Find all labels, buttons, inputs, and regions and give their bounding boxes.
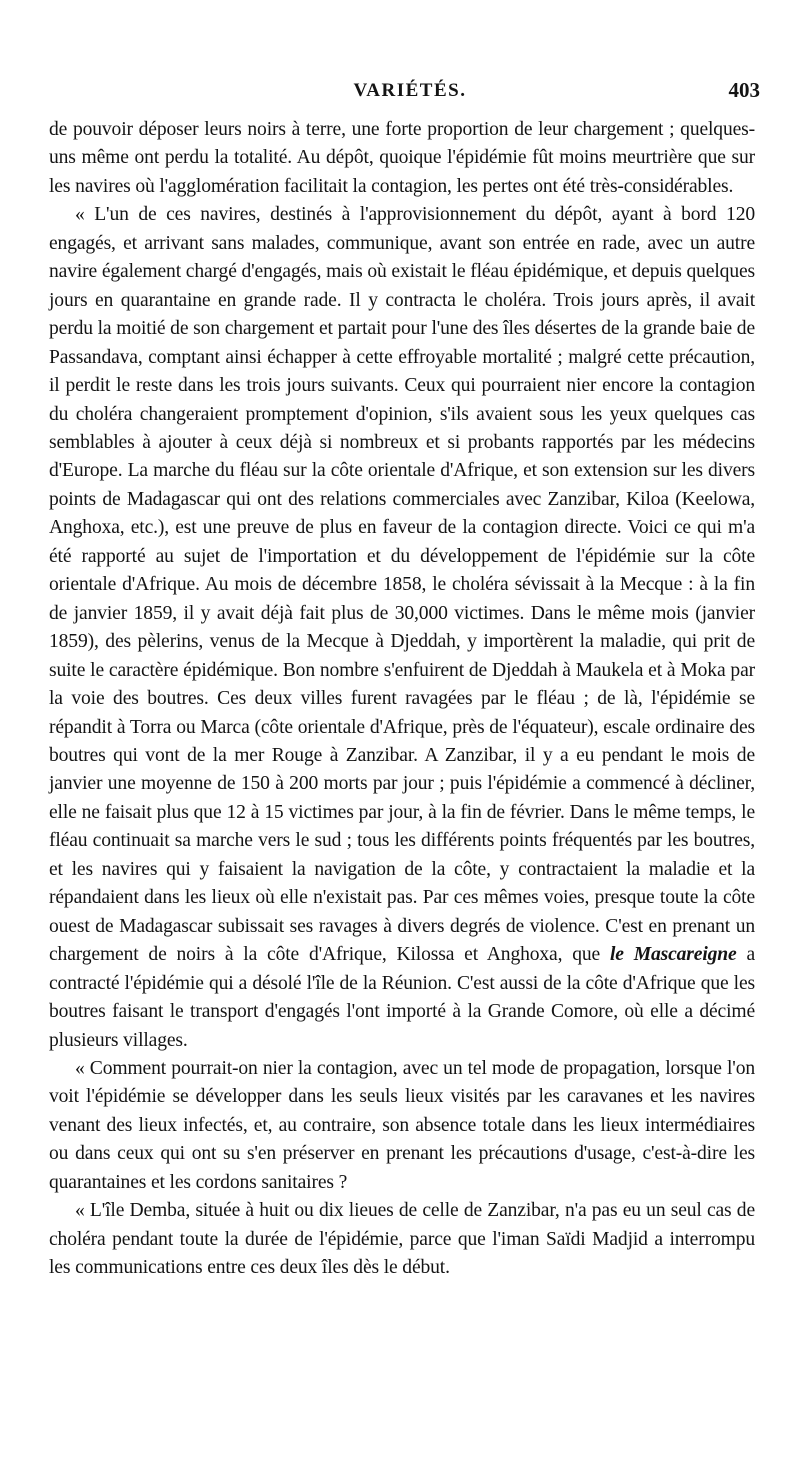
ship-name: le Mascareigne [609, 944, 737, 966]
paragraph-text: « Comment pourrait-on nier la contagion, avec un tel mode de propagation, lorsque l'on voit l'épidémie se développer dans les seuls lieux visités par les caravanes et les navires venant des lieux infectés, et, au contraire, son absence totale dans les lieux intermédiaires ou dans ceux qui ont su s'en préserver en prenant les précautions d'usage, c'est-à-dire les quarantaines et les cordons sanitaires ? [49, 1057, 755, 1193]
paragraph-text: de pouvoir déposer leurs noirs à terre, une forte proportion de leur chargement ; quelques-uns même ont perdu la totalité. Au dépôt, quoique l'épidémie fût moins meurtrière que sur les navires où l'agglomération facilitait la contagion, les pertes ont été très-considérables. [49, 119, 755, 197]
body-text [49, 116, 755, 1283]
paragraph-text: « L'île Demba, située à huit ou dix lieues de celle de Zanzibar, n'a pas eu un seul cas de choléra pendant toute la durée de l'épidémie, parce que l'iman Saïdi Madjid a interrompu les communications entre ces deux îles dès le début. [49, 1200, 755, 1279]
paragraph-continuation [49, 116, 755, 201]
paragraph-text: « L'un de ces navires, destinés à l'approvisionnement du dépôt, ayant à bord 120 engagés, et arrivant sans malades, communique, avant son entrée en rade, avec un autre navire également chargé d'engagés, mais où existait le fléau épidémique, et depuis quelques jours en quarantaine en grande rade. Il y contracta le choléra. Trois jours après, il avait perdu la moitié de son chargement et partait pour l'une des îles désertes de la grande baie de Passandava, comptant ainsi échapper à cette effroyable mortalité ; malgré cette précaution, il perdit le reste dans les trois jours suivants. Ceux qui pourraient nier encore la contagion du choléra changeraient promptement d'opinion, s'ils avaient sous les yeux quelques cas semblables à ajouter à ceux déjà si nombreux et si probants rapportés par les médecins d'Europe. La marche du fléau sur la côte orientale d'Afrique, et son extension sur les divers points de Madagascar qui ont des relations commerciales avec Zanzibar, Kiloa (Keelowa, Anghoxa, etc.), est une preuve de plus en faveur de la contagion directe. Voici ce qui m'a été rapporté au sujet de l'importation et du développement de l'épidémie sur la côte orientale d'Afrique. Au mois de décembre 1858, le choléra sévissait à la Mecque : à la fin de janvier 1859, il y avait déjà fait plus de 30,000 victimes. Dans le même mois (janvier 1859), des pèlerins, venus de la Mecque à Djeddah, y importèrent la maladie, qui prit de suite le caractère épidémique. Bon nombre s'enfuirent de Djeddah à Maukela et à Moka par la voie des boutres. Ces deux villes furent ravagées par le fléau ; de là, l'épidémie se répandit à Torra ou Marca (côte orientale d'Afrique, près de l'équateur), escale ordinaire des boutres qui vont de la mer Rouge à Zanzibar. A Zanzibar, il y a eu pendant le mois de janvier une moyenne de 150 à 200 morts par jour ; puis l'épidémie a commencé à décliner, elle ne faisait plus que 12 à 15 victimes par jour, à la fin de février. Dans le même temps, le fléau continuait sa marche vers le sud ; tous les différents points fréquentés par les boutres, et les navires qui y faisaient la navigation de la côte, y contractaient la maladie et la répandaient dans les lieux où elle n'existait pas. Par ces mêmes voies, presque toute la côte ouest de Madagascar subissait ses ravages à divers degrés de violence. C'est en prenant un chargement de noirs à la côte d'Afrique, Kilossa et Anghoxa, que [49, 204, 755, 966]
running-head [60, 80, 760, 108]
paragraph-navires [49, 201, 755, 1055]
running-title: VARIÉTÉS. [353, 80, 467, 101]
page-number: 403 [728, 78, 760, 102]
paragraph-demba [49, 1197, 755, 1282]
paragraph-text-end: a contracté l'épidémie qui a désolé l'île de la Réunion. C'est aussi de la côte d'Afrique que les boutres faisant le transport d'engagés l'ont importé à la Grande Comore, où elle a décimé plusieurs villages. [49, 944, 756, 1051]
paragraph-contagion [49, 1055, 755, 1197]
